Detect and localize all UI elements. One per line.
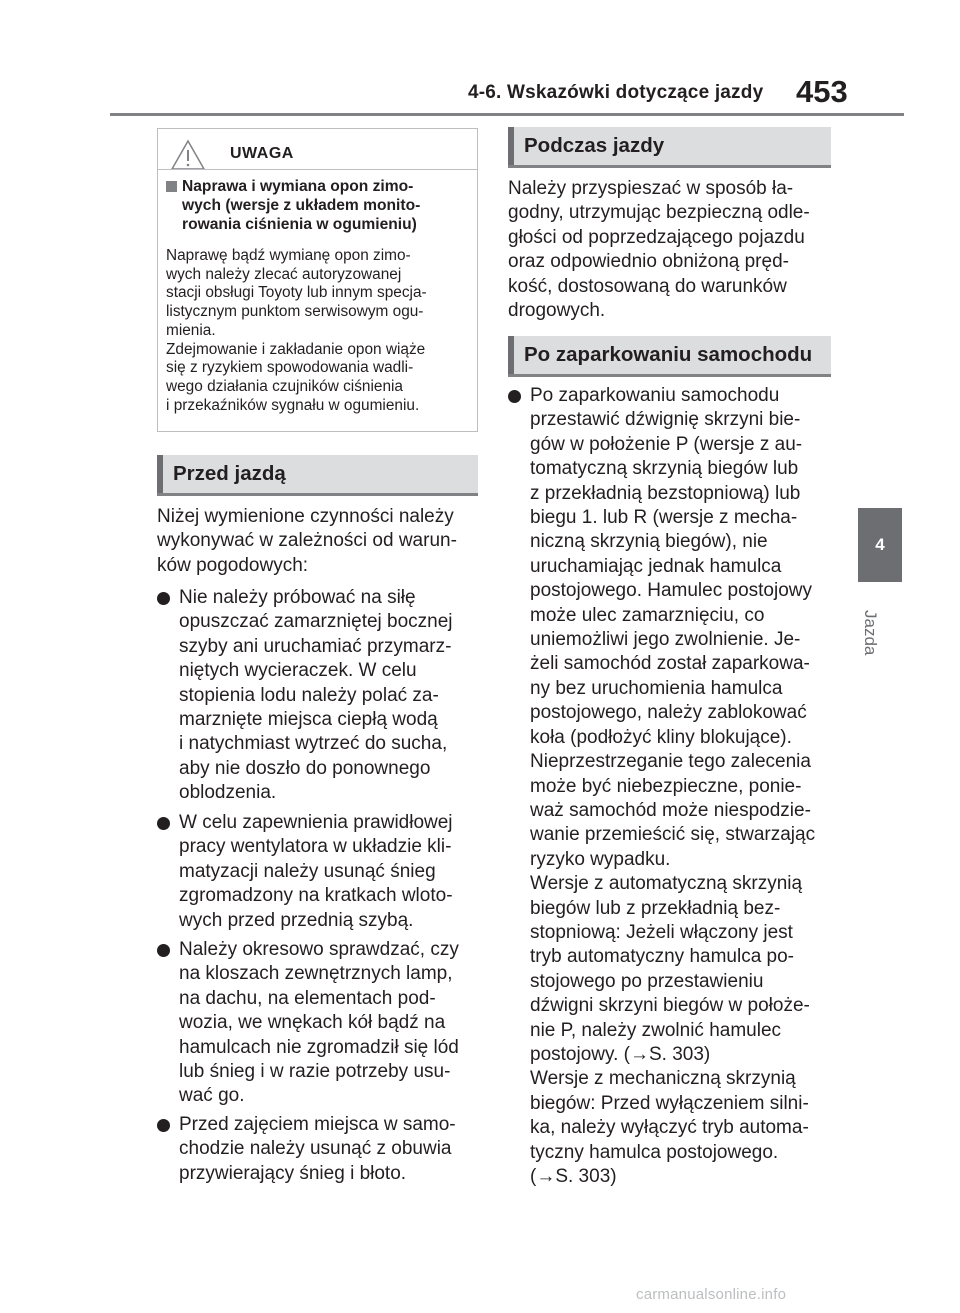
bullet-line: wanie przemieścić się, stwarzając bbox=[530, 824, 816, 846]
page-number: 453 bbox=[796, 74, 848, 109]
bullet-line: matyzacji należy usunąć śnieg bbox=[179, 860, 436, 882]
bullet-line: wać go. bbox=[179, 1085, 245, 1107]
bullet-line: może być niebezpieczne, ponie- bbox=[530, 775, 802, 797]
bullet-line: ryzyko wypadku. bbox=[530, 848, 671, 870]
bullet-line: uruchamiając jednak hamulca bbox=[530, 555, 782, 577]
bullet-line: chodzie należy usunąć z obuwia bbox=[179, 1138, 452, 1160]
bullet-dot-icon bbox=[157, 944, 170, 957]
paragraph-line: oraz odpowiednio obniżoną pręd- bbox=[508, 251, 789, 273]
bullet-line: pracy wentylatora w układzie kli- bbox=[179, 836, 452, 858]
bullet-line: nie P, należy zwolnić hamulec bbox=[530, 1019, 782, 1041]
warning-subtitle-line: rowania ciśnienia w ogumieniu) bbox=[182, 216, 417, 233]
bullet-line: opuszczać zamarzniętej bocznej bbox=[179, 611, 453, 633]
bullet-line: Nieprzestrzeganie tego zalecenia bbox=[530, 751, 811, 773]
bullet-line: oblodzenia. bbox=[179, 782, 277, 804]
bullet-line: postojowego, należy zablokować bbox=[530, 702, 807, 724]
section-rule bbox=[508, 165, 831, 168]
section-rule bbox=[508, 374, 831, 377]
bullet-line: biegów: Przed wyłączeniem silni- bbox=[530, 1092, 809, 1114]
section-bar bbox=[157, 455, 163, 493]
paragraph-line: kość, dostosowaną do warunków bbox=[508, 275, 787, 297]
warning-body-line: Naprawę bądź wymianę opon zimo- bbox=[166, 247, 411, 264]
bullet-line: szyby ani uruchamiać przymarz- bbox=[179, 635, 452, 657]
bullet-line: dźwigni skrzyni biegów w położe- bbox=[530, 995, 810, 1017]
warning-body-line: wego działania czujników ciśnienia bbox=[166, 377, 403, 395]
header-rule bbox=[110, 113, 904, 116]
paragraph-line: głości od poprzedzającego pojazdu bbox=[508, 226, 805, 248]
section-bar bbox=[508, 127, 514, 165]
section-header-przed-jazda bbox=[157, 455, 478, 493]
bullet-line: wozia, we wnękach kół bądź na bbox=[179, 1012, 446, 1034]
bullet-line: tyczny hamulca postojowego. bbox=[530, 1141, 779, 1163]
bullet-line: W celu zapewnienia prawidłowej bbox=[179, 812, 453, 833]
bullet-dot-icon bbox=[157, 1119, 170, 1132]
bullet-line: marznięte miejsca ciepłą wodą bbox=[179, 709, 438, 731]
warning-subtitle bbox=[166, 177, 466, 234]
square-bullet-icon bbox=[166, 181, 177, 192]
bullet-line: Przed zajęciem miejsca w samo- bbox=[179, 1114, 456, 1135]
bullet-line: Nie należy próbować na siłę bbox=[179, 587, 416, 608]
bullet-line: Wersje z mechaniczną skrzynią bbox=[530, 1068, 796, 1090]
warning-body-line: wych należy zlecać autoryzowanej bbox=[166, 265, 402, 283]
driving-paragraph bbox=[508, 177, 838, 323]
bullet-item bbox=[157, 938, 482, 1109]
bullet-line: niczną skrzynią biegów), nie bbox=[530, 531, 768, 553]
bullet-line: stopniową: Jeżeli włączony jest bbox=[530, 921, 793, 943]
warning-title-row bbox=[170, 137, 466, 173]
bullet-dot-icon bbox=[508, 390, 521, 403]
section-header-podczas-jazdy bbox=[508, 127, 831, 165]
bullet-line: postojowy. (→S. 303) bbox=[530, 1043, 711, 1065]
bullet-line: Wersje z automatyczną skrzynią bbox=[530, 873, 803, 895]
section-bar bbox=[508, 336, 514, 374]
bullet-line: gów w położenie P (wersje z au- bbox=[530, 433, 803, 455]
warning-body-line: stacji obsługi Toyoty lub innym specja- bbox=[166, 284, 427, 302]
bullet-line: może ulec zamarznięciu, co bbox=[530, 604, 765, 626]
section-header-po-zaparkowaniu bbox=[508, 336, 831, 374]
bullet-line: stopienia lodu należy polać za- bbox=[179, 684, 439, 706]
bullet-line: tryb automatyczny hamulca po- bbox=[530, 946, 795, 968]
bullet-line: postojowego. Hamulec postojowy bbox=[530, 580, 812, 602]
bullet-line: i natychmiast wytrzeć do sucha, bbox=[179, 733, 448, 755]
bullet-line: ny bez uruchomienia hamulca bbox=[530, 677, 783, 699]
warning-body-line: i przekaźników sygnału w ogumieniu. bbox=[166, 396, 420, 414]
bullet-line: na dachu, na elementach pod- bbox=[179, 987, 436, 1009]
bullet-line: Należy okresowo sprawdzać, czy bbox=[179, 939, 459, 960]
bullet-item bbox=[157, 811, 482, 933]
bullet-line: stojowego po przestawieniu bbox=[530, 970, 764, 992]
bullet-line: lub śnieg i w razie potrzeby usu- bbox=[179, 1061, 451, 1083]
bullet-item bbox=[157, 586, 482, 806]
bullet-line: na kloszach zewnętrznych lamp, bbox=[179, 963, 453, 985]
warning-triangle-icon bbox=[170, 139, 206, 171]
bullet-line: biegów lub z przekładnią bez- bbox=[530, 897, 781, 919]
bullet-line: hamulcach nie zgromadził się lód bbox=[179, 1036, 459, 1058]
bullet-dot-icon bbox=[157, 817, 170, 830]
bullet-line: Po zaparkowaniu samochodu bbox=[530, 385, 780, 406]
chapter-label: Jazda bbox=[861, 610, 880, 656]
bullet-line: niętych wycieraczek. W celu bbox=[179, 660, 417, 682]
warning-divider bbox=[158, 169, 477, 170]
bullet-line: uniemożliwi jego zwolnienie. Je- bbox=[530, 629, 801, 651]
bullet-line: tomatyczną skrzynią biegów lub bbox=[530, 458, 799, 480]
warning-subtitle-line: wych (wersje z układem monito- bbox=[182, 197, 421, 214]
bullet-dot-icon bbox=[157, 592, 170, 605]
paragraph-line: drogowych. bbox=[508, 300, 606, 322]
bullet-line: wych przed przednią szybą. bbox=[179, 909, 414, 931]
section-heading: Przed jazdą bbox=[173, 462, 286, 485]
bullet-item bbox=[157, 1113, 482, 1186]
section-rule bbox=[157, 493, 478, 496]
warning-title: UWAGA bbox=[230, 145, 294, 162]
warning-body-line: Zdejmowanie i zakładanie opon wiąże bbox=[166, 340, 426, 358]
bullet-line: waż samochód może niespodzie- bbox=[530, 799, 811, 821]
parking-bullet-text bbox=[530, 384, 843, 1189]
warning-body-line: się z ryzykiem spowodowania wadli- bbox=[166, 359, 414, 377]
paragraph-line: godny, utrzymując bezpieczną odle- bbox=[508, 202, 810, 224]
bullet-line: ka, należy wyłączyć tryb automa- bbox=[530, 1117, 809, 1139]
bullet-item bbox=[508, 384, 843, 1189]
chapter-tab: 4 bbox=[858, 508, 902, 582]
bullet-line: biegu 1. lub R (wersje z mecha- bbox=[530, 507, 798, 529]
intro-paragraph bbox=[157, 505, 482, 578]
section-heading: Po zaparkowaniu samochodu bbox=[524, 343, 813, 366]
intro-line: wykonywać w zależności od warun- bbox=[157, 530, 457, 552]
bullet-line: koła (podłożyć kliny blokujące). bbox=[530, 726, 792, 748]
warning-body-line: mienia. bbox=[166, 321, 216, 339]
section-heading: Podczas jazdy bbox=[524, 134, 665, 157]
bullet-line: przestawić dźwignię skrzyni bie- bbox=[530, 409, 801, 431]
bullet-line: z przekładnią bezstopniową) lub bbox=[530, 482, 801, 504]
bullet-line: przywierający śnieg i błoto. bbox=[179, 1162, 407, 1184]
paragraph-line: Należy przyspieszać w sposób ła- bbox=[508, 178, 794, 199]
intro-line: Niżej wymienione czynności należy bbox=[157, 506, 454, 527]
bullet-line: żeli samochód został zaparkowa- bbox=[530, 653, 810, 675]
warning-subtitle-line: Naprawa i wymiana opon zimo- bbox=[182, 178, 414, 195]
bullet-line: zgromadzony na kratkach wloto- bbox=[179, 885, 453, 907]
watermark: carmanualsonline.info bbox=[636, 1286, 787, 1303]
warning-box bbox=[157, 128, 478, 432]
bullet-line: (→S. 303) bbox=[530, 1166, 617, 1187]
intro-line: ków pogodowych: bbox=[157, 554, 309, 576]
warning-body-line: listycznym punktom serwisowym ogu- bbox=[166, 303, 424, 321]
warning-body bbox=[166, 247, 472, 415]
bullet-line: aby nie doszło do ponownego bbox=[179, 757, 431, 779]
section-title: 4-6. Wskazówki dotyczące jazdy bbox=[468, 82, 764, 103]
